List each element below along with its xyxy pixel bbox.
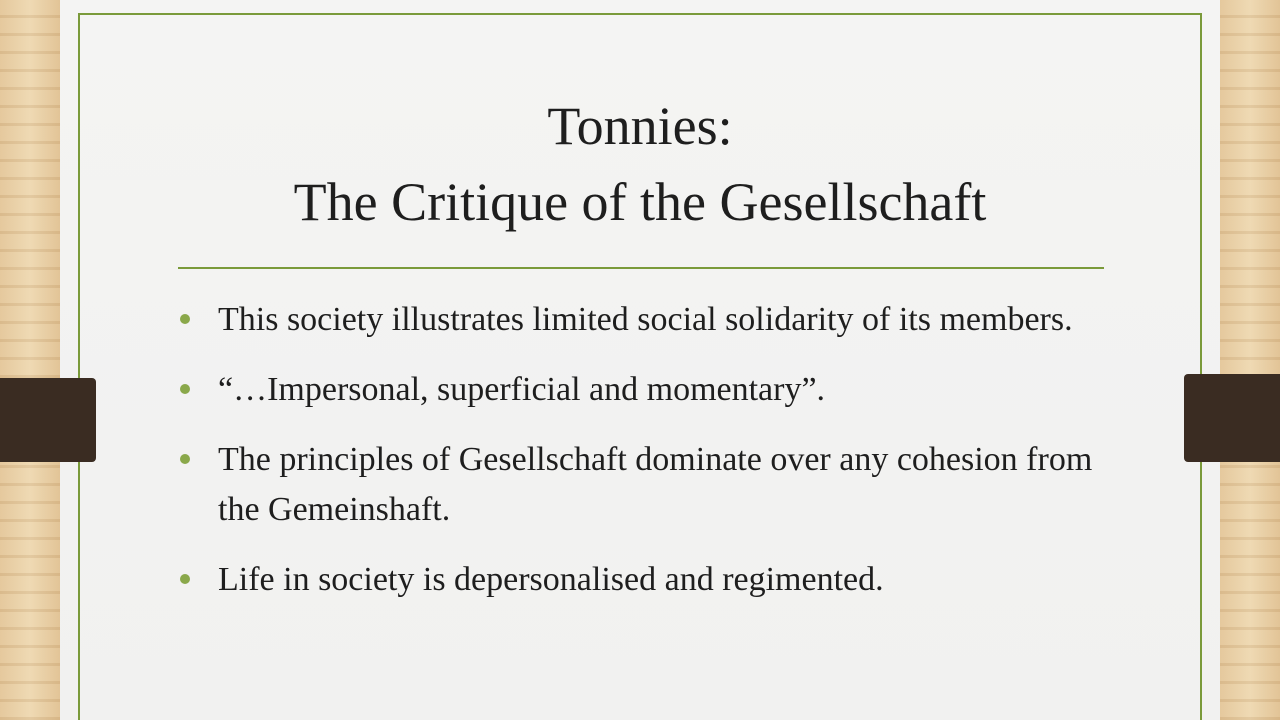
slide-title-line-1: Tonnies: (547, 96, 733, 156)
bullet-item (178, 365, 1098, 415)
bullet-text: This society illustrates limited social solidarity of its members. (218, 301, 1073, 338)
bullet-list (178, 295, 1098, 625)
bullet-text: Life in society is depersonalised and regimented. (218, 561, 884, 598)
bullet-item (178, 555, 1098, 605)
bullet-dot-icon (180, 454, 190, 464)
slide-title-line-2: The Critique of the Gesellschaft (293, 172, 987, 232)
bullet-dot-icon (180, 384, 190, 394)
wood-background-right (1220, 0, 1280, 720)
bullet-text: The principles of Gesellschaft dominate over any cohesion from the Gemeinshaft. (218, 441, 1093, 528)
bullet-item (178, 295, 1098, 345)
binder-strap-left (0, 378, 96, 462)
bullet-dot-icon (180, 314, 190, 324)
bullet-text: “…Impersonal, superficial and momentary”. (218, 371, 826, 408)
slide-title (180, 88, 1100, 240)
title-divider (178, 267, 1104, 269)
binder-strap-right (1184, 374, 1280, 462)
bullet-item (178, 435, 1098, 535)
wood-background-left (0, 0, 60, 720)
bullet-dot-icon (180, 574, 190, 584)
